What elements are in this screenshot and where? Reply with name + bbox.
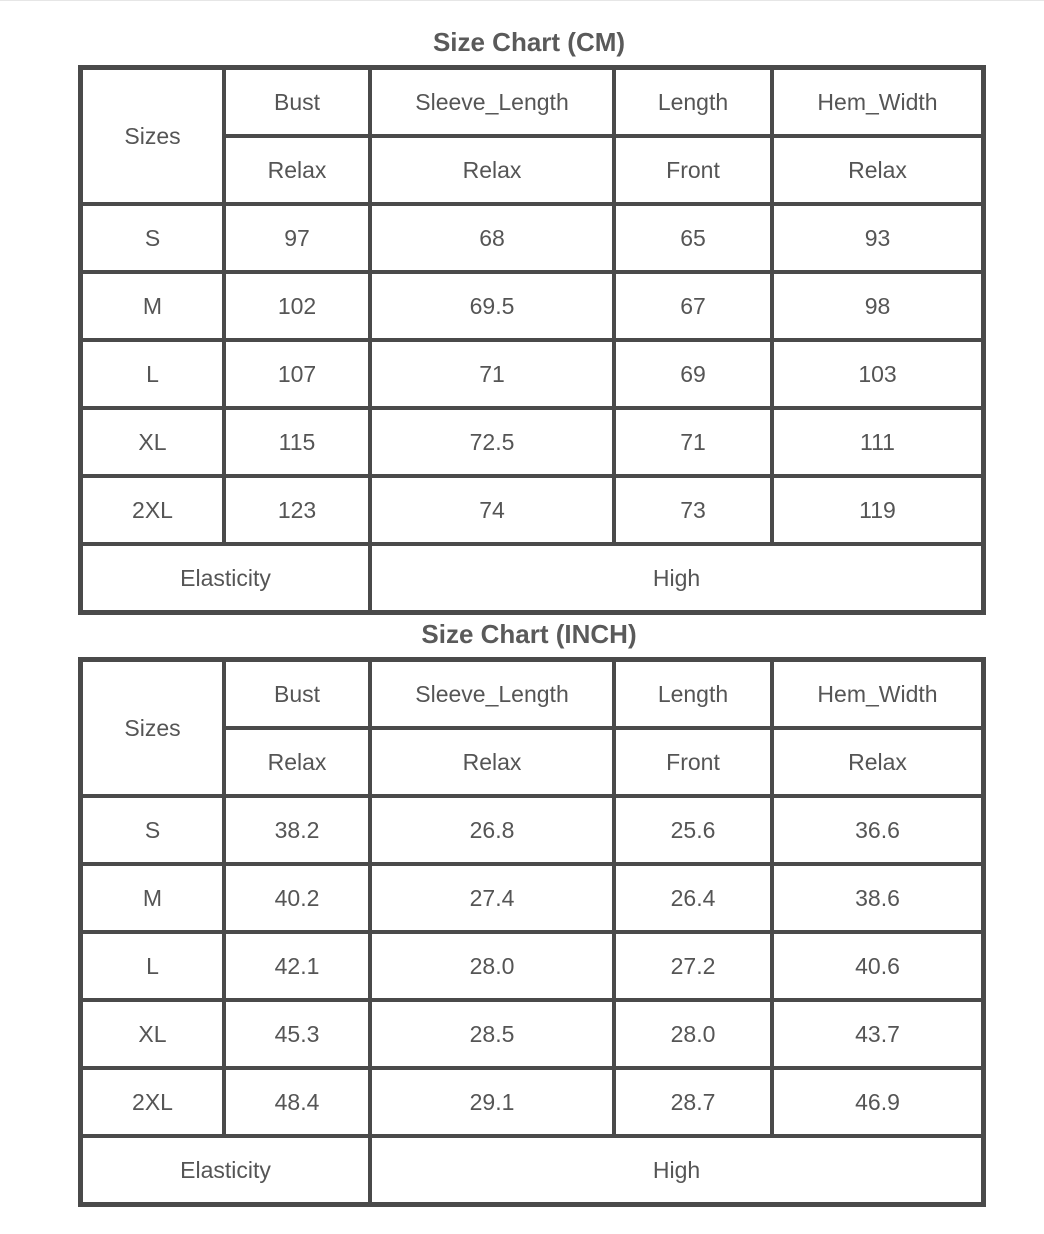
size-cell: XL xyxy=(81,408,224,476)
subheader-bust: Relax xyxy=(224,728,370,796)
value-cell: 42.1 xyxy=(224,932,370,1000)
subheader-bust: Relax xyxy=(224,136,370,204)
value-cell: 102 xyxy=(224,272,370,340)
value-cell: 25.6 xyxy=(614,796,772,864)
value-cell: 29.1 xyxy=(370,1068,614,1136)
column-header-bust: Bust xyxy=(224,660,370,728)
size-cell: 2XL xyxy=(81,476,224,544)
sizes-header: Sizes xyxy=(81,68,224,204)
value-cell: 38.2 xyxy=(224,796,370,864)
value-cell: 40.2 xyxy=(224,864,370,932)
value-cell: 119 xyxy=(772,476,983,544)
value-cell: 71 xyxy=(614,408,772,476)
value-cell: 115 xyxy=(224,408,370,476)
value-cell: 123 xyxy=(224,476,370,544)
subheader-hem-width: Relax xyxy=(772,728,983,796)
value-cell: 27.2 xyxy=(614,932,772,1000)
table-row xyxy=(81,476,983,544)
value-cell: 71 xyxy=(370,340,614,408)
value-cell: 73 xyxy=(614,476,772,544)
value-cell: 40.6 xyxy=(772,932,983,1000)
sizes-header: Sizes xyxy=(81,660,224,796)
elasticity-value: High xyxy=(370,544,983,612)
table-row xyxy=(81,796,983,864)
table-row xyxy=(81,1000,983,1068)
elasticity-value: High xyxy=(370,1136,983,1204)
value-cell: 36.6 xyxy=(772,796,983,864)
table-row xyxy=(81,408,983,476)
size-chart-cm-table xyxy=(78,65,986,615)
value-cell: 45.3 xyxy=(224,1000,370,1068)
value-cell: 69.5 xyxy=(370,272,614,340)
table-row xyxy=(81,932,983,1000)
value-cell: 74 xyxy=(370,476,614,544)
size-chart-inch-table xyxy=(78,657,986,1207)
header-row xyxy=(81,68,983,136)
footer-row xyxy=(81,1136,983,1204)
value-cell: 98 xyxy=(772,272,983,340)
subheader-length: Front xyxy=(614,136,772,204)
size-cell: XL xyxy=(81,1000,224,1068)
size-cell: S xyxy=(81,796,224,864)
value-cell: 43.7 xyxy=(772,1000,983,1068)
value-cell: 46.9 xyxy=(772,1068,983,1136)
size-chart-cm-title: Size Chart (CM) xyxy=(432,27,626,57)
top-divider xyxy=(0,0,1044,1)
size-cell: S xyxy=(81,204,224,272)
value-cell: 48.4 xyxy=(224,1068,370,1136)
size-chart-inch-title: Size Chart (INCH) xyxy=(421,619,637,649)
value-cell: 97 xyxy=(224,204,370,272)
column-header-bust: Bust xyxy=(224,68,370,136)
value-cell: 28.5 xyxy=(370,1000,614,1068)
column-header-length: Length xyxy=(614,660,772,728)
table-row xyxy=(81,272,983,340)
value-cell: 72.5 xyxy=(370,408,614,476)
value-cell: 93 xyxy=(772,204,983,272)
table-row xyxy=(81,204,983,272)
column-header-hem-width: Hem_Width xyxy=(772,68,983,136)
size-cell: L xyxy=(81,340,224,408)
subheader-sleeve-length: Relax xyxy=(370,136,614,204)
footer-row xyxy=(81,544,983,612)
column-header-length: Length xyxy=(614,68,772,136)
elasticity-label: Elasticity xyxy=(81,544,370,612)
value-cell: 65 xyxy=(614,204,772,272)
column-header-hem-width: Hem_Width xyxy=(772,660,983,728)
value-cell: 26.8 xyxy=(370,796,614,864)
subheader-hem-width: Relax xyxy=(772,136,983,204)
size-cell: 2XL xyxy=(81,1068,224,1136)
value-cell: 68 xyxy=(370,204,614,272)
table-row xyxy=(81,1068,983,1136)
value-cell: 38.6 xyxy=(772,864,983,932)
value-cell: 111 xyxy=(772,408,983,476)
table-row xyxy=(81,340,983,408)
value-cell: 26.4 xyxy=(614,864,772,932)
table-row xyxy=(81,864,983,932)
subheader-sleeve-length: Relax xyxy=(370,728,614,796)
value-cell: 28.0 xyxy=(614,1000,772,1068)
value-cell: 107 xyxy=(224,340,370,408)
header-row xyxy=(81,660,983,728)
size-cell: L xyxy=(81,932,224,1000)
column-header-sleeve-length: Sleeve_Length xyxy=(370,660,614,728)
value-cell: 28.7 xyxy=(614,1068,772,1136)
column-header-sleeve-length: Sleeve_Length xyxy=(370,68,614,136)
value-cell: 103 xyxy=(772,340,983,408)
value-cell: 27.4 xyxy=(370,864,614,932)
size-cell: M xyxy=(81,272,224,340)
elasticity-label: Elasticity xyxy=(81,1136,370,1204)
value-cell: 28.0 xyxy=(370,932,614,1000)
size-cell: M xyxy=(81,864,224,932)
subheader-length: Front xyxy=(614,728,772,796)
value-cell: 67 xyxy=(614,272,772,340)
value-cell: 69 xyxy=(614,340,772,408)
